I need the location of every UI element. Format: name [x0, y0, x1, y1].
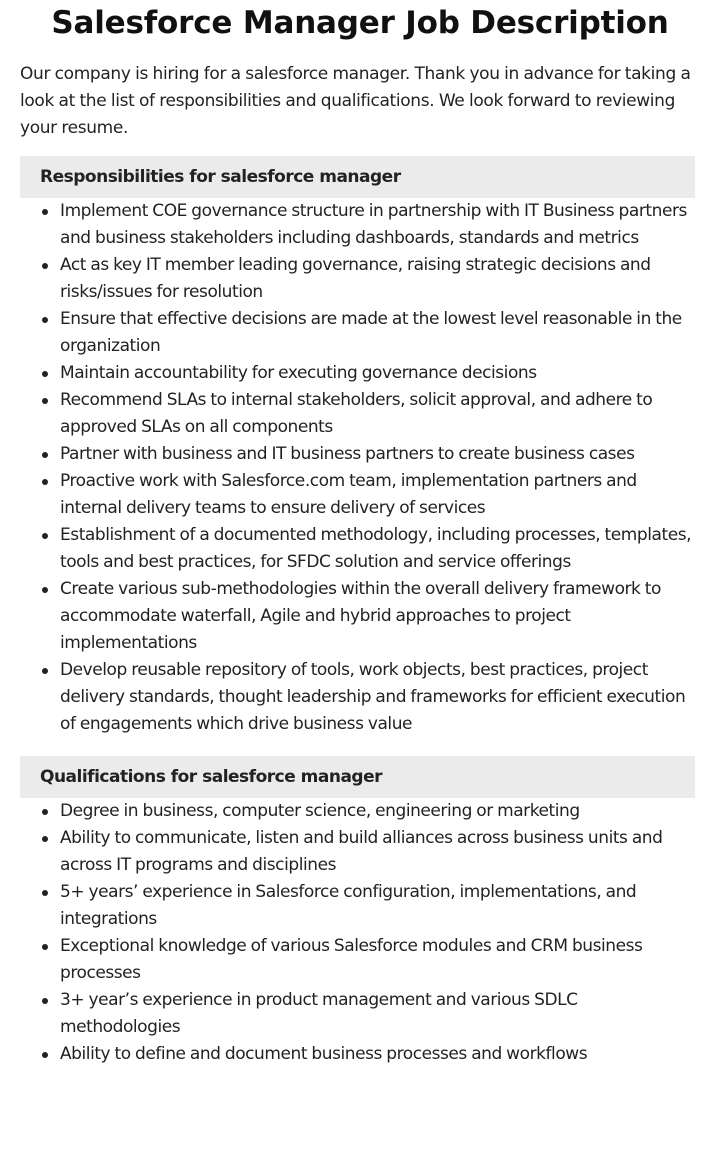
list-item: Ability to define and document business processes and workflows	[0, 1041, 720, 1068]
page-title: Salesforce Manager Job Description	[51, 5, 669, 41]
list-item: Exceptional knowledge of various Salesforce modules and CRM business processes	[0, 933, 720, 987]
list-item: Create various sub-methodologies within the overall delivery framework to accommodate waterfall, Agile and hybrid approaches to project implementations	[0, 576, 720, 657]
list-item: Implement COE governance structure in partnership with IT Business partners and business stakeholders including dashboards, standards and metrics	[0, 198, 720, 252]
list-item: Recommend SLAs to internal stakeholders, solicit approval, and adhere to approved SLAs on all components	[0, 387, 720, 441]
list-item: Act as key IT member leading governance, raising strategic decisions and risks/issues for resolution	[0, 252, 720, 306]
responsibilities-heading: Responsibilities for salesforce manager	[20, 156, 695, 198]
list-item: 5+ years’ experience in Salesforce configuration, implementations, and integrations	[0, 879, 720, 933]
list-item: Maintain accountability for executing governance decisions	[0, 360, 720, 387]
qualifications-heading: Qualifications for salesforce manager	[20, 756, 695, 798]
list-item: Degree in business, computer science, engineering or marketing	[0, 798, 720, 825]
list-item: Establishment of a documented methodology, including processes, templates, tools and best practices, for SFDC solution and service offerings	[0, 522, 720, 576]
list-item: Develop reusable repository of tools, work objects, best practices, project delivery standards, thought leadership and frameworks for efficient execution of engagements which drive business value	[0, 657, 720, 738]
intro-paragraph: Our company is hiring for a salesforce manager. Thank you in advance for taking a look at the list of responsibilities and qualifications. We look forward to reviewing your resume.	[20, 64, 691, 138]
list-item: Partner with business and IT business partners to create business cases	[0, 441, 720, 468]
list-item: 3+ year’s experience in product management and various SDLC methodologies	[0, 987, 720, 1041]
qualifications-list	[0, 798, 720, 1068]
list-item: Proactive work with Salesforce.com team, implementation partners and internal delivery teams to ensure delivery of services	[0, 468, 720, 522]
list-item: Ensure that effective decisions are made at the lowest level reasonable in the organization	[0, 306, 720, 360]
list-item: Ability to communicate, listen and build alliances across business units and across IT programs and disciplines	[0, 825, 720, 879]
responsibilities-list	[0, 198, 720, 738]
